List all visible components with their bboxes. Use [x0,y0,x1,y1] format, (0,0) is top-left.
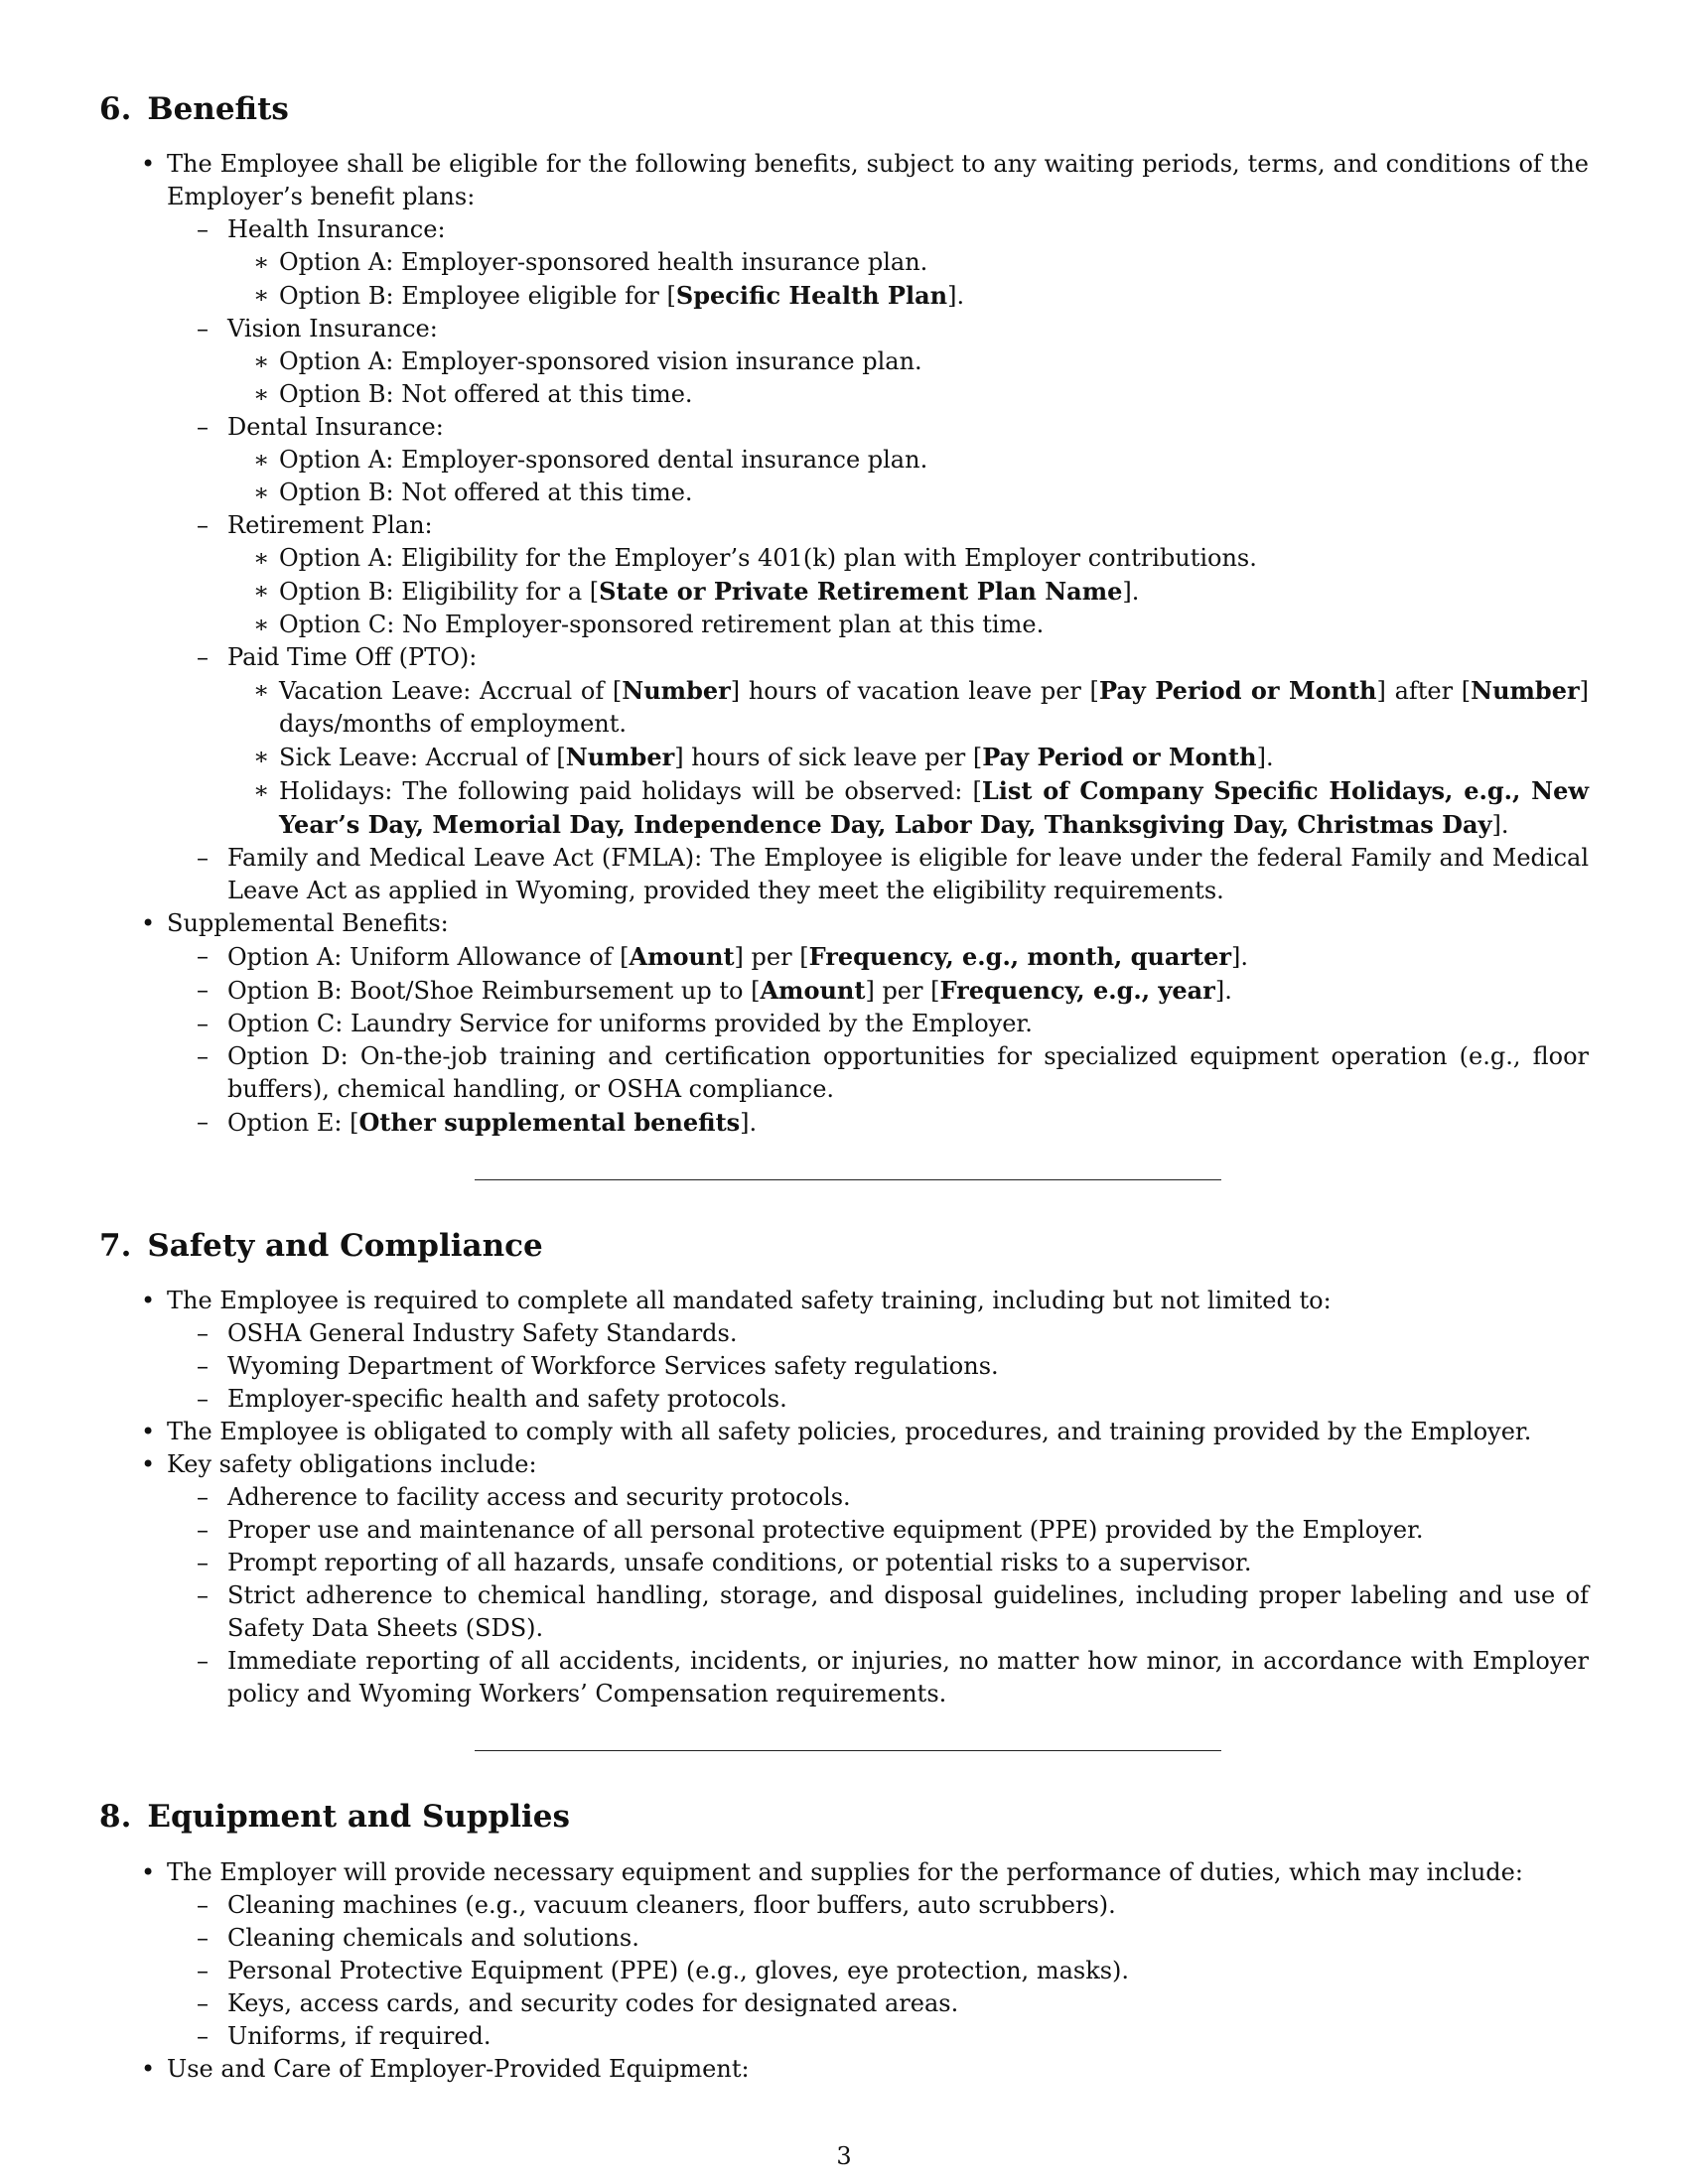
comply-text: The Employee is obligated to comply with all safety policies, procedures, and training provided by the Employer. [167,1418,1532,1446]
list-item: – Uniforms, if required. [167,2020,1589,2053]
list-item: – Cleaning chemicals and solutions. [167,1922,1589,1955]
supplemental-options [99,940,1589,1140]
placeholder-field: Number [565,743,675,772]
section-benefits [99,91,1589,1140]
list-item [167,1106,1589,1140]
placeholder-field: List of Company Specific Holidays, e.g., New Year’s Day, Memorial Day, Independence Day, Labor Day, Thanksgiving Day, Christmas Day [279,776,1590,840]
placeholder-field: Number [1471,676,1580,706]
section-title: Benefits [147,91,289,127]
vision-label: Vision Insurance: [227,315,438,343]
placeholder-field: Specific Health Plan [675,281,948,311]
section-title: Safety and Compliance [147,1228,543,1265]
retirement-options [167,542,1589,641]
list-item [227,477,1589,509]
benefits-intro: The Employee shall be eligible for the following benefits, subject to any waiting periods, terms, and conditions of the Employer’s benefit plans: [167,150,1589,211]
retirement-option-c: Option C: No Employer-sponsored retirement plan at this time. [279,611,1045,639]
list-item [167,509,1589,641]
list-item [167,842,1589,907]
text: ]. [1491,811,1509,840]
dental-option-b: Option B: Not offered at this time. [279,478,693,507]
health-options [167,246,1589,313]
placeholder-field: Pay Period or Month [1098,676,1377,706]
text: Option E: [ [227,1109,359,1138]
list-item: – OSHA General Industry Safety Standards. [167,1317,1589,1350]
text: Option B: Eligibility for a [ [279,578,600,607]
text: ] per [ [865,977,940,1006]
list-item [99,1285,1589,1416]
text: Option A: Uniform Allowance of [ [227,943,630,972]
list-item [167,1040,1589,1106]
list-item [99,148,1589,907]
training-items [99,1317,1589,1416]
placeholder-field: Frequency, e.g., month, quarter [808,942,1232,972]
vision-options [167,345,1589,411]
text: ]. [1214,977,1232,1006]
list-item [227,674,1589,741]
page-content [99,91,1589,2086]
text: ] after [ [1376,677,1472,706]
list-item [227,279,1589,313]
placeholder-field: Pay Period or Month [982,743,1257,772]
obligations-intro: Key safety obligations include: [167,1450,537,1479]
section-divider [475,1750,1221,1751]
list-item: – Cleaning machines (e.g., vacuum cleaners, floor buffers, auto scrubbers). [167,1889,1589,1922]
text: ]. [947,282,965,311]
text: Vacation Leave: Accrual of [ [279,677,623,706]
obligation-items [99,1481,1589,1710]
section-number: 6. [99,91,132,127]
text: Option B: Employee eligible for [ [279,282,676,311]
list-item [167,411,1589,509]
page-number: 3 [836,2142,852,2170]
list-item [99,1448,1589,1710]
list-item [167,940,1589,974]
text: ]. [1231,943,1249,972]
equipment-list [99,1856,1589,2086]
retirement-option-a: Option A: Eligibility for the Employer’s 401(k) plan with Employer contributions. [279,544,1257,573]
list-item: – Immediate reporting of all accidents, incidents, or injuries, no matter how minor, in accordance with Employer policy and Wyoming Workers’ Compensation requirements. [167,1645,1589,1710]
list-item: – Proper use and maintenance of all personal protective equipment (PPE) provided by the Employer. [167,1514,1589,1547]
dental-option-a: Option A: Employer-sponsored dental insurance plan. [279,446,928,475]
section-title: Equipment and Supplies [147,1799,570,1836]
list-item [99,907,1589,1140]
text: Sick Leave: Accrual of [ [279,744,566,772]
list-item [227,542,1589,575]
list-item [227,575,1589,609]
benefit-categories [99,213,1589,907]
list-item [227,741,1589,774]
section-equipment [99,1799,1589,2085]
list-item [99,1416,1589,1448]
list-item: – Strict adherence to chemical handling, storage, and disposal guidelines, including proper labeling and use of Safety Data Sheets (SDS). [167,1579,1589,1645]
text: ] hours of sick leave per [ [674,744,983,772]
placeholder-field: Number [622,676,731,706]
list-item [167,974,1589,1008]
section-number: 8. [99,1799,132,1836]
text: Holidays: The following paid holidays will be observed: [ [279,777,982,806]
section-safety [99,1228,1589,1710]
list-item: – Adherence to facility access and security protocols. [167,1481,1589,1514]
placeholder-field: Amount [760,976,866,1006]
list-item [99,1856,1589,2053]
list-item [167,1008,1589,1040]
text: ] hours of vacation leave per [ [730,677,1099,706]
list-item [227,774,1589,842]
section-heading [99,1228,1589,1265]
list-item: – Keys, access cards, and security codes for designated areas. [167,1987,1589,2020]
health-label: Health Insurance: [227,215,446,244]
list-item [227,378,1589,411]
section-heading [99,91,1589,128]
safety-list [99,1285,1589,1710]
pto-options [167,674,1589,842]
pto-label: Paid Time Off (PTO): [227,643,478,672]
dental-options [167,444,1589,509]
placeholder-field: State or Private Retirement Plan Name [599,577,1123,607]
text: ]. [1122,578,1140,607]
supplemental-label: Supplemental Benefits: [167,909,449,938]
list-item [227,345,1589,378]
vision-option-b: Option B: Not offered at this time. [279,380,693,409]
use-care-text: Use and Care of Employer-Provided Equipment: [167,2054,750,2083]
equipment-intro: The Employer will provide necessary equipment and supplies for the performance of duties, which may include: [167,1857,1523,1886]
list-item: – Prompt reporting of all hazards, unsafe conditions, or potential risks to a supervisor. [167,1547,1589,1579]
placeholder-field: Amount [629,942,735,972]
supplemental-option-d: Option D: On-the-job training and certification opportunities for specialized equipment operation (e.g., floor buffers), chemical handling, or OSHA compliance. [227,1042,1589,1104]
supplemental-option-c: Option C: Laundry Service for uniforms provided by the Employer. [227,1010,1033,1038]
list-item: – Wyoming Department of Workforce Services safety regulations. [167,1350,1589,1383]
training-intro: The Employee is required to complete all mandated safety training, including but not limited to: [167,1287,1332,1315]
list-item [227,246,1589,279]
retirement-label: Retirement Plan: [227,511,433,540]
text: ] days/months of employment. [279,677,1589,739]
text: Option B: Boot/Shoe Reimbursement up to [ [227,977,761,1006]
list-item: – Personal Protective Equipment (PPE) (e.g., gloves, eye protection, masks). [167,1955,1589,1987]
dental-label: Dental Insurance: [227,413,444,442]
text: ] per [ [734,943,809,972]
equipment-items [99,1889,1589,2053]
section-divider [475,1179,1221,1180]
section-heading [99,1799,1589,1836]
list-item [227,609,1589,641]
section-number: 7. [99,1228,132,1265]
list-item [227,444,1589,477]
placeholder-field: Other supplemental benefits [358,1108,741,1138]
list-item [167,313,1589,411]
list-item [167,641,1589,842]
fmla-text: Family and Medical Leave Act (FMLA): The Employee is eligible for leave under the federal Family and Medical Leave Act as applied in Wyoming, provided they meet the eligibility requirements. [227,844,1589,905]
health-option-a: Option A: Employer-sponsored health insurance plan. [279,248,928,277]
text: ]. [1256,744,1274,772]
list-item [167,213,1589,313]
text: ]. [740,1109,758,1138]
placeholder-field: Frequency, e.g., year [939,976,1215,1006]
benefits-list [99,148,1589,1140]
list-item: – Employer-specific health and safety protocols. [167,1383,1589,1416]
vision-option-a: Option A: Employer-sponsored vision insurance plan. [279,347,922,376]
list-item [99,2053,1589,2086]
